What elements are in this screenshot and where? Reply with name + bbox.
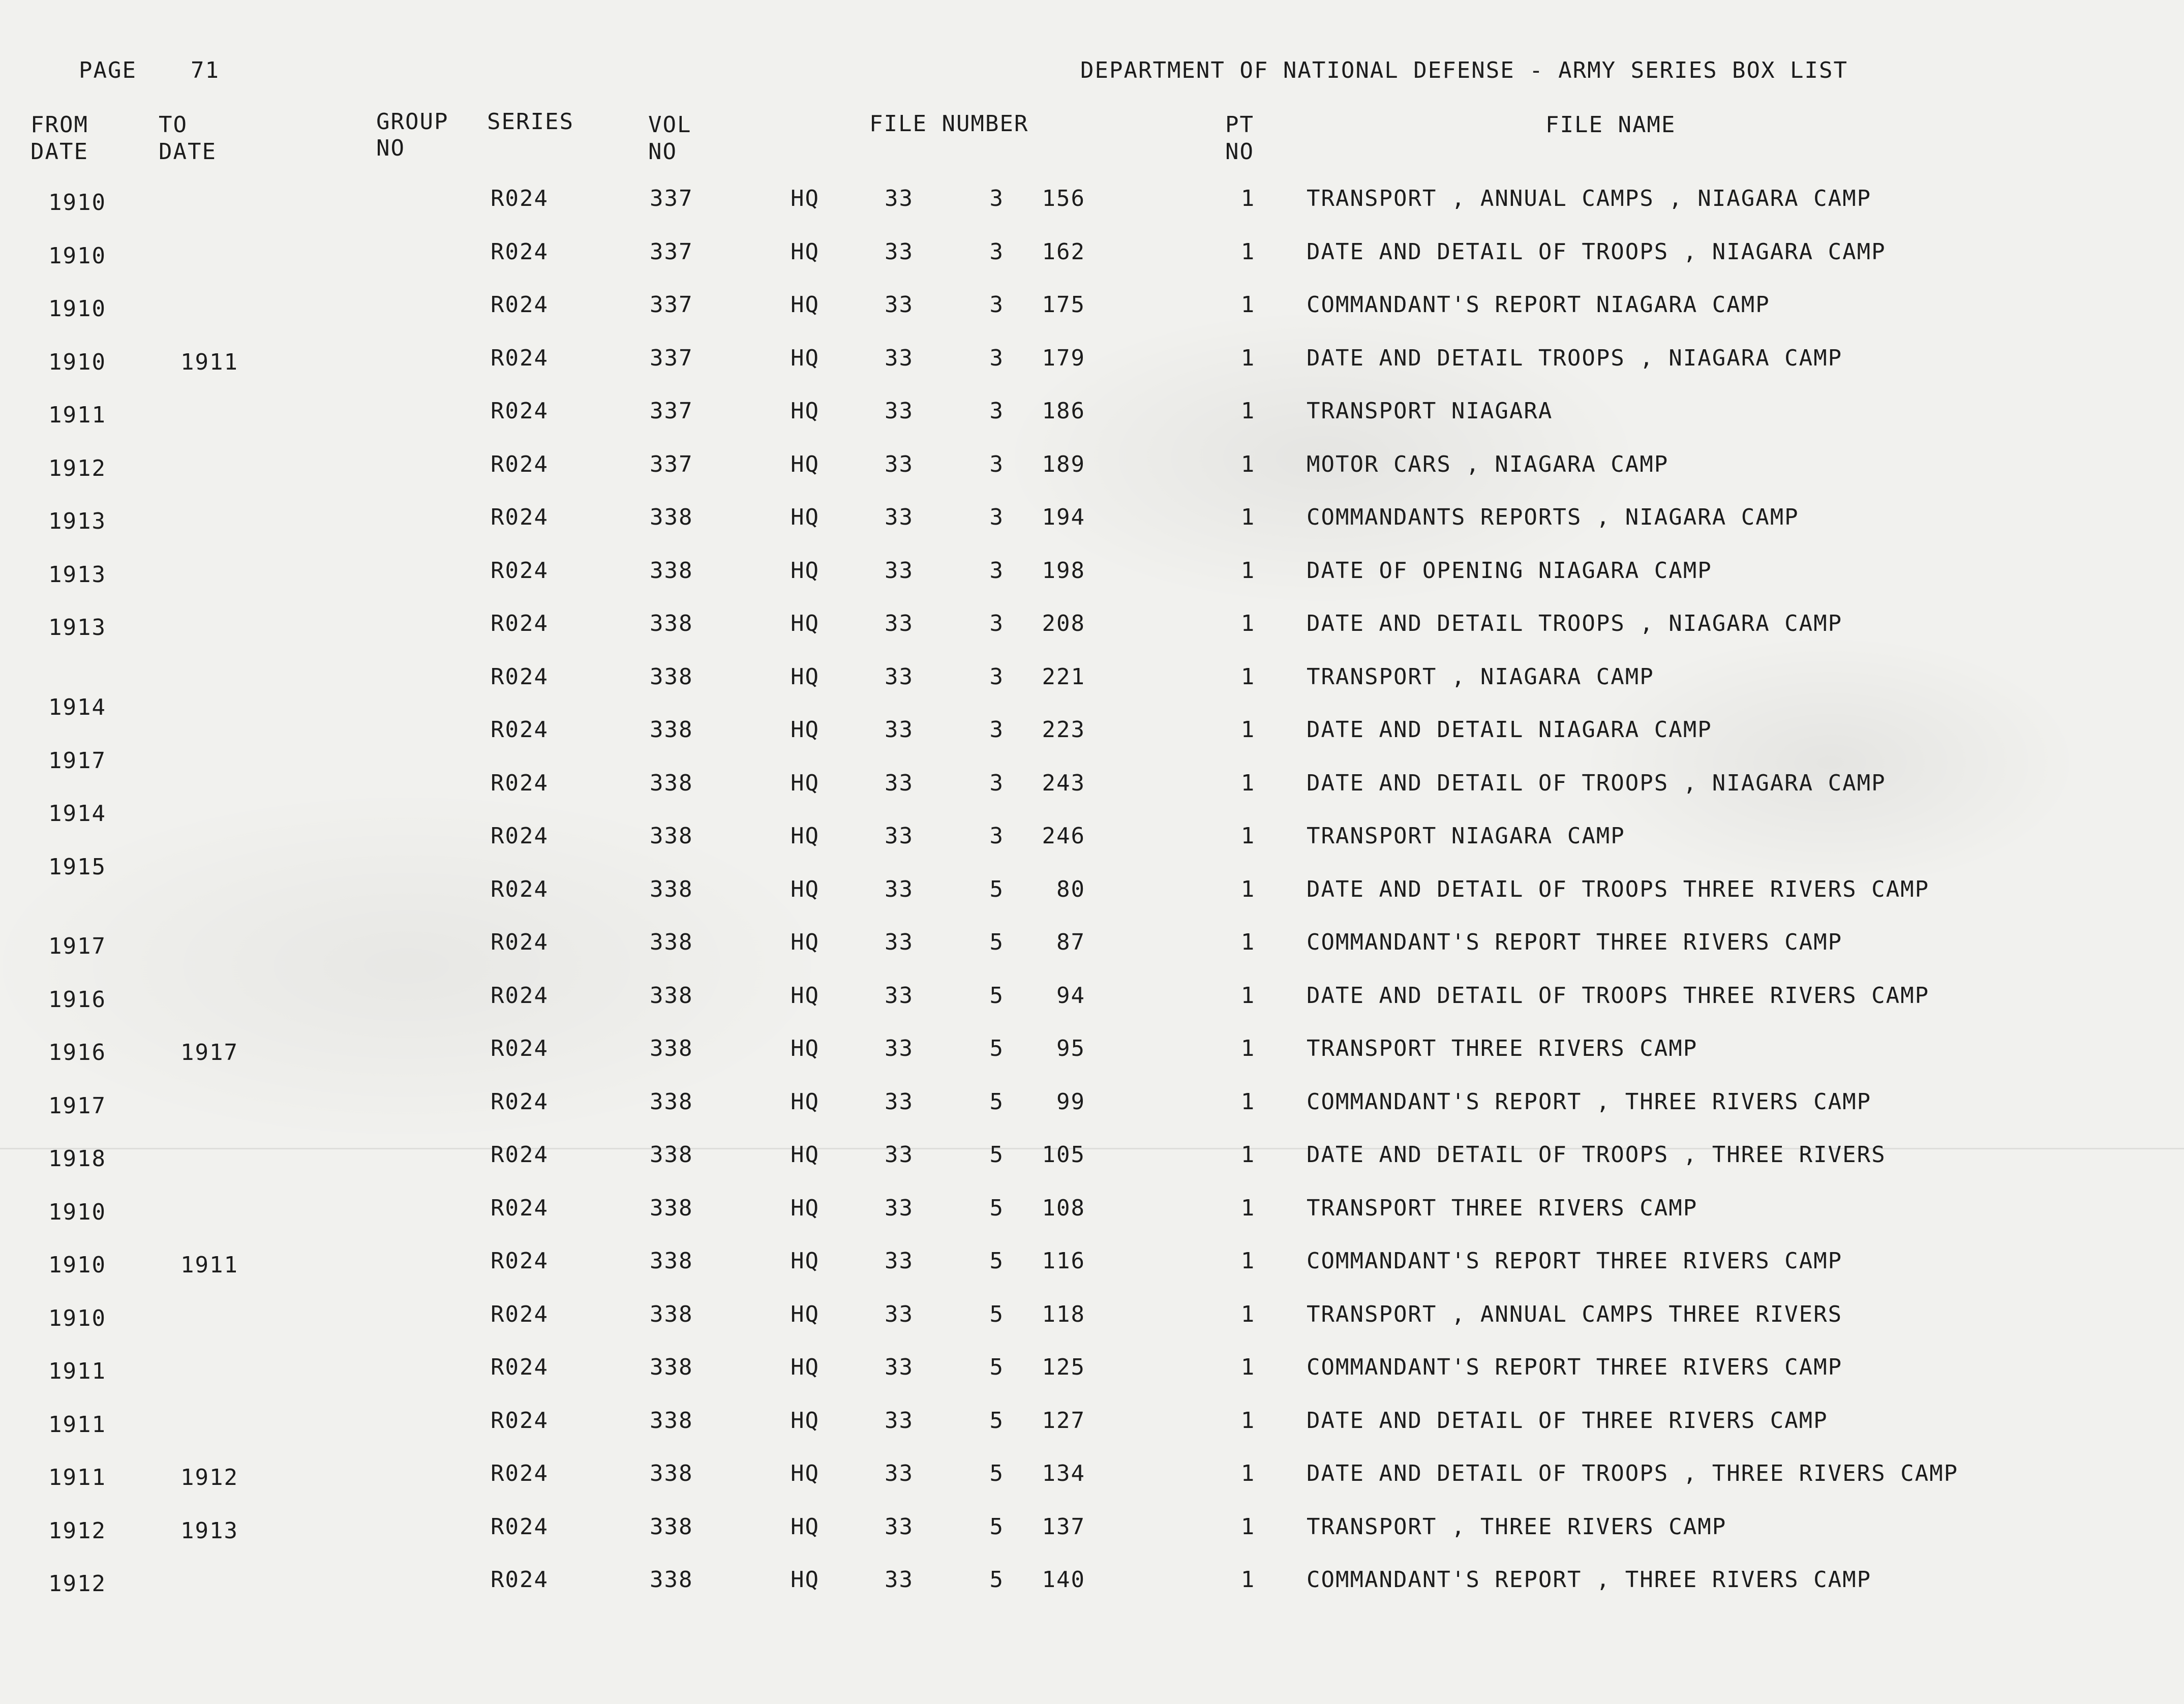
page-label: PAGE	[79, 57, 137, 83]
file-sub-cell: 5	[989, 1301, 1004, 1327]
file-sub-cell: 3	[989, 451, 1004, 477]
vol-cell: 338	[650, 1088, 693, 1115]
from-date-cell: 1918	[48, 1146, 106, 1172]
file-num-cell: 179	[1042, 345, 1085, 371]
vol-cell: 338	[650, 876, 693, 902]
series-cell: R024	[491, 1195, 549, 1221]
file-name-cell: DATE OF OPENING NIAGARA CAMP	[1307, 557, 1712, 584]
file-sub-cell: 5	[989, 1248, 1004, 1274]
series-cell: R024	[491, 663, 549, 690]
vol-cell: 338	[650, 1354, 693, 1380]
pt-no-cell: 1	[1240, 770, 1256, 796]
file-prefix-cell: HQ	[791, 398, 820, 424]
file-sub-cell: 3	[989, 292, 1004, 318]
pt-no-cell: 1	[1240, 1301, 1256, 1327]
series-cell: R024	[491, 929, 549, 955]
file-num-cell: 137	[1042, 1513, 1085, 1540]
file-sub-cell: 3	[989, 663, 1004, 690]
series-cell: R024	[491, 770, 549, 796]
vol-cell: 338	[650, 1248, 693, 1274]
from-date-cell: 1910	[48, 1252, 106, 1278]
col-header-pt-no-line2: NO	[1225, 139, 1254, 165]
series-cell: R024	[491, 557, 549, 584]
series-cell: R024	[491, 504, 549, 530]
series-cell: R024	[491, 186, 549, 211]
to-date-cell: 1911	[180, 349, 238, 375]
file-prefix-cell: HQ	[791, 1460, 820, 1486]
pt-no-cell: 1	[1240, 345, 1256, 371]
col-header-from-date-line2: DATE	[31, 139, 88, 165]
file-group-cell: 33	[885, 1088, 914, 1115]
from-date-cell: 1911	[48, 1465, 106, 1490]
from-date-cell: 1911	[48, 402, 106, 428]
file-group-cell: 33	[885, 186, 914, 211]
file-group-cell: 33	[885, 345, 914, 371]
file-sub-cell: 3	[989, 717, 1004, 743]
file-num-cell: 243	[1042, 770, 1085, 796]
vol-cell: 338	[650, 982, 693, 1009]
vol-cell: 337	[650, 398, 693, 424]
pt-no-cell: 1	[1240, 1354, 1256, 1380]
pt-no-cell: 1	[1240, 292, 1256, 318]
file-group-cell: 33	[885, 982, 914, 1009]
from-date-cell: 1910	[48, 1199, 106, 1225]
vol-cell: 337	[650, 186, 693, 211]
file-sub-cell: 3	[989, 186, 1004, 211]
file-name-cell: TRANSPORT NIAGARA CAMP	[1307, 823, 1625, 849]
file-sub-cell: 3	[989, 770, 1004, 796]
from-date-cell: 1910	[48, 1305, 106, 1331]
file-num-cell: 175	[1042, 292, 1085, 318]
series-cell: R024	[491, 238, 549, 265]
from-date-cell: 1917	[48, 933, 106, 959]
from-date-cell: 1917	[48, 747, 106, 774]
pt-no-cell: 1	[1240, 1407, 1256, 1434]
from-date-cell: 1911	[48, 1358, 106, 1384]
file-name-cell: DATE AND DETAIL TROOPS , NIAGARA CAMP	[1307, 611, 1843, 636]
file-prefix-cell: HQ	[791, 504, 820, 530]
file-group-cell: 33	[885, 1195, 914, 1221]
vol-cell: 338	[650, 557, 693, 584]
file-name-cell: COMMANDANT'S REPORT THREE RIVERS CAMP	[1307, 929, 1843, 955]
pt-no-cell: 1	[1240, 929, 1256, 955]
col-header-vol-no-line2: NO	[648, 139, 677, 165]
from-date-cell: 1912	[48, 455, 106, 481]
col-header-file-name: FILE NAME	[1545, 112, 1676, 138]
file-num-cell: 80	[1056, 876, 1085, 902]
file-name-cell: DATE AND DETAIL OF TROOPS , NIAGARA CAMP	[1307, 770, 1886, 796]
file-name-cell: COMMANDANT'S REPORT , THREE RIVERS CAMP	[1307, 1567, 1872, 1593]
pt-no-cell: 1	[1240, 876, 1256, 902]
file-name-cell: COMMANDANT'S REPORT THREE RIVERS CAMP	[1307, 1248, 1843, 1274]
file-num-cell: 186	[1042, 398, 1085, 424]
file-num-cell: 99	[1056, 1088, 1085, 1115]
file-name-cell: TRANSPORT THREE RIVERS CAMP	[1307, 1036, 1698, 1061]
file-name-cell: TRANSPORT THREE RIVERS CAMP	[1307, 1195, 1698, 1221]
file-prefix-cell: HQ	[791, 1567, 820, 1593]
file-name-cell: DATE AND DETAIL OF THREE RIVERS CAMP	[1307, 1407, 1828, 1434]
vol-cell: 338	[650, 1142, 693, 1168]
file-prefix-cell: HQ	[791, 345, 820, 371]
series-cell: R024	[491, 1407, 549, 1434]
file-name-cell: TRANSPORT , ANNUAL CAMPS THREE RIVERS	[1307, 1301, 1843, 1327]
file-group-cell: 33	[885, 717, 914, 743]
file-group-cell: 33	[885, 1460, 914, 1486]
vol-cell: 338	[650, 663, 693, 690]
vol-cell: 338	[650, 1195, 693, 1221]
file-prefix-cell: HQ	[791, 611, 820, 636]
vol-cell: 338	[650, 504, 693, 530]
file-group-cell: 33	[885, 1301, 914, 1327]
from-date-cell: 1913	[48, 508, 106, 534]
file-sub-cell: 3	[989, 557, 1004, 584]
file-num-cell: 125	[1042, 1354, 1085, 1380]
series-cell: R024	[491, 823, 549, 849]
pt-no-cell: 1	[1240, 1088, 1256, 1115]
series-cell: R024	[491, 1088, 549, 1115]
file-num-cell: 105	[1042, 1142, 1085, 1168]
file-group-cell: 33	[885, 398, 914, 424]
pt-no-cell: 1	[1240, 1036, 1256, 1061]
series-cell: R024	[491, 1513, 549, 1540]
file-sub-cell: 5	[989, 1142, 1004, 1168]
vol-cell: 338	[650, 770, 693, 796]
file-name-cell: DATE AND DETAIL OF TROOPS THREE RIVERS CAMP	[1307, 876, 1930, 902]
col-header-file-number: FILE NUMBER	[869, 111, 1029, 137]
series-cell: R024	[491, 345, 549, 371]
file-name-cell: COMMANDANT'S REPORT NIAGARA CAMP	[1307, 292, 1770, 318]
from-date-cell: 1910	[48, 296, 106, 322]
from-date-cell: 1913	[48, 561, 106, 588]
series-cell: R024	[491, 1567, 549, 1593]
file-prefix-cell: HQ	[791, 186, 820, 211]
from-date-cell: 1911	[48, 1411, 106, 1438]
pt-no-cell: 1	[1240, 1513, 1256, 1540]
from-date-cell: 1910	[48, 349, 106, 375]
pt-no-cell: 1	[1240, 717, 1256, 743]
series-cell: R024	[491, 1354, 549, 1380]
series-cell: R024	[491, 717, 549, 743]
file-prefix-cell: HQ	[791, 557, 820, 584]
pt-no-cell: 1	[1240, 982, 1256, 1009]
file-name-cell: DATE AND DETAIL OF TROOPS , THREE RIVERS	[1307, 1142, 1886, 1168]
from-date-cell: 1912	[48, 1517, 106, 1544]
file-name-cell: TRANSPORT , NIAGARA CAMP	[1307, 663, 1654, 690]
file-sub-cell: 5	[989, 1567, 1004, 1593]
col-header-to-date-line1: TO	[159, 112, 188, 138]
pt-no-cell: 1	[1240, 398, 1256, 424]
from-date-cell: 1916	[48, 1040, 106, 1066]
series-cell: R024	[491, 398, 549, 424]
file-num-cell: 108	[1042, 1195, 1085, 1221]
series-cell: R024	[491, 1036, 549, 1061]
file-group-cell: 33	[885, 823, 914, 849]
pt-no-cell: 1	[1240, 557, 1256, 584]
file-group-cell: 33	[885, 1513, 914, 1540]
file-name-cell: DATE AND DETAIL OF TROOPS , NIAGARA CAMP	[1307, 238, 1886, 265]
file-num-cell: 223	[1042, 717, 1085, 743]
pt-no-cell: 1	[1240, 611, 1256, 636]
col-header-series: SERIES	[487, 109, 574, 135]
vol-cell: 337	[650, 345, 693, 371]
file-num-cell: 140	[1042, 1567, 1085, 1593]
file-sub-cell: 3	[989, 504, 1004, 530]
file-num-cell: 198	[1042, 557, 1085, 584]
col-header-to-date-line2: DATE	[159, 139, 217, 165]
to-date-cell: 1917	[180, 1040, 238, 1066]
to-date-cell: 1911	[180, 1252, 238, 1278]
file-name-cell: DATE AND DETAIL OF TROOPS , THREE RIVERS CAMP	[1307, 1460, 1959, 1486]
pt-no-cell: 1	[1240, 238, 1256, 265]
series-cell: R024	[491, 982, 549, 1009]
file-group-cell: 33	[885, 663, 914, 690]
file-num-cell: 208	[1042, 611, 1085, 636]
file-prefix-cell: HQ	[791, 982, 820, 1009]
file-group-cell: 33	[885, 292, 914, 318]
vol-cell: 338	[650, 823, 693, 849]
file-sub-cell: 3	[989, 611, 1004, 636]
file-num-cell: 95	[1056, 1036, 1085, 1061]
file-num-cell: 221	[1042, 663, 1085, 690]
file-prefix-cell: HQ	[791, 1142, 820, 1168]
file-num-cell: 127	[1042, 1407, 1085, 1434]
file-sub-cell: 5	[989, 876, 1004, 902]
file-name-cell: COMMANDANTS REPORTS , NIAGARA CAMP	[1307, 504, 1799, 530]
file-num-cell: 156	[1042, 186, 1085, 211]
file-prefix-cell: HQ	[791, 823, 820, 849]
series-cell: R024	[491, 876, 549, 902]
pt-no-cell: 1	[1240, 1460, 1256, 1486]
file-prefix-cell: HQ	[791, 1036, 820, 1061]
to-date-cell: 1912	[180, 1465, 238, 1490]
page-number: 71	[191, 57, 220, 83]
file-group-cell: 33	[885, 611, 914, 636]
vol-cell: 338	[650, 1567, 693, 1593]
col-header-pt-no-line1: PT	[1225, 112, 1254, 138]
file-group-cell: 33	[885, 1142, 914, 1168]
series-cell: R024	[491, 1301, 549, 1327]
file-prefix-cell: HQ	[791, 1354, 820, 1380]
file-name-cell: DATE AND DETAIL TROOPS , NIAGARA CAMP	[1307, 345, 1843, 371]
file-sub-cell: 3	[989, 398, 1004, 424]
file-prefix-cell: HQ	[791, 770, 820, 796]
file-group-cell: 33	[885, 238, 914, 265]
file-prefix-cell: HQ	[791, 1407, 820, 1434]
file-sub-cell: 5	[989, 1354, 1004, 1380]
file-sub-cell: 5	[989, 1513, 1004, 1540]
file-num-cell: 118	[1042, 1301, 1085, 1327]
file-name-cell: TRANSPORT , THREE RIVERS CAMP	[1307, 1513, 1727, 1540]
file-prefix-cell: HQ	[791, 1088, 820, 1115]
file-prefix-cell: HQ	[791, 238, 820, 265]
series-cell: R024	[491, 1142, 549, 1168]
series-cell: R024	[491, 292, 549, 318]
col-header-group-no-line1: GROUP	[376, 109, 449, 135]
vol-cell: 338	[650, 1036, 693, 1061]
file-prefix-cell: HQ	[791, 1195, 820, 1221]
from-date-cell: 1916	[48, 986, 106, 1013]
vol-cell: 337	[650, 451, 693, 477]
file-group-cell: 33	[885, 504, 914, 530]
file-num-cell: 189	[1042, 451, 1085, 477]
from-date-cell: 1915	[48, 854, 106, 880]
file-num-cell: 246	[1042, 823, 1085, 849]
file-name-cell: TRANSPORT NIAGARA	[1307, 398, 1553, 424]
pt-no-cell: 1	[1240, 504, 1256, 530]
file-name-cell: DATE AND DETAIL NIAGARA CAMP	[1307, 717, 1712, 743]
from-date-cell: 1910	[48, 242, 106, 269]
vol-cell: 338	[650, 1513, 693, 1540]
from-date-cell: 1913	[48, 615, 106, 641]
from-date-cell: 1914	[48, 694, 106, 720]
file-num-cell: 94	[1056, 982, 1085, 1009]
file-name-cell: TRANSPORT , ANNUAL CAMPS , NIAGARA CAMP	[1307, 186, 1872, 211]
file-group-cell: 33	[885, 557, 914, 584]
pt-no-cell: 1	[1240, 186, 1256, 211]
pt-no-cell: 1	[1240, 1142, 1256, 1168]
file-prefix-cell: HQ	[791, 876, 820, 902]
vol-cell: 338	[650, 611, 693, 636]
file-name-cell: COMMANDANT'S REPORT , THREE RIVERS CAMP	[1307, 1088, 1872, 1115]
file-name-cell: DATE AND DETAIL OF TROOPS THREE RIVERS CAMP	[1307, 982, 1930, 1009]
file-sub-cell: 3	[989, 823, 1004, 849]
file-prefix-cell: HQ	[791, 717, 820, 743]
series-cell: R024	[491, 611, 549, 636]
col-header-group-no-line2: NO	[376, 135, 405, 161]
pt-no-cell: 1	[1240, 663, 1256, 690]
pt-no-cell: 1	[1240, 1195, 1256, 1221]
vol-cell: 338	[650, 717, 693, 743]
vol-cell: 338	[650, 1460, 693, 1486]
from-date-cell: 1917	[48, 1092, 106, 1119]
series-cell: R024	[491, 451, 549, 477]
from-date-cell: 1912	[48, 1571, 106, 1597]
file-sub-cell: 5	[989, 1088, 1004, 1115]
file-sub-cell: 5	[989, 1407, 1004, 1434]
vol-cell: 337	[650, 238, 693, 265]
file-sub-cell: 3	[989, 345, 1004, 371]
file-prefix-cell: HQ	[791, 1248, 820, 1274]
file-group-cell: 33	[885, 876, 914, 902]
pt-no-cell: 1	[1240, 823, 1256, 849]
file-group-cell: 33	[885, 770, 914, 796]
vol-cell: 338	[650, 929, 693, 955]
vol-cell: 338	[650, 1301, 693, 1327]
file-num-cell: 87	[1056, 929, 1085, 955]
to-date-cell: 1913	[180, 1517, 238, 1544]
file-num-cell: 134	[1042, 1460, 1085, 1486]
file-prefix-cell: HQ	[791, 663, 820, 690]
pt-no-cell: 1	[1240, 1248, 1256, 1274]
col-header-from-date-line1: FROM	[31, 112, 88, 138]
from-date-cell: 1910	[48, 190, 106, 216]
file-prefix-cell: HQ	[791, 451, 820, 477]
file-prefix-cell: HQ	[791, 292, 820, 318]
file-group-cell: 33	[885, 1567, 914, 1593]
file-sub-cell: 5	[989, 1460, 1004, 1486]
file-name-cell: COMMANDANT'S REPORT THREE RIVERS CAMP	[1307, 1354, 1843, 1380]
file-num-cell: 162	[1042, 238, 1085, 265]
file-group-cell: 33	[885, 1354, 914, 1380]
pt-no-cell: 1	[1240, 1567, 1256, 1593]
page-title: DEPARTMENT OF NATIONAL DEFENSE - ARMY SERIES BOX LIST	[1080, 57, 1848, 83]
file-sub-cell: 3	[989, 238, 1004, 265]
file-num-cell: 116	[1042, 1248, 1085, 1274]
file-name-cell: MOTOR CARS , NIAGARA CAMP	[1307, 451, 1669, 477]
pt-no-cell: 1	[1240, 451, 1256, 477]
file-group-cell: 33	[885, 1248, 914, 1274]
file-prefix-cell: HQ	[791, 1513, 820, 1540]
file-group-cell: 33	[885, 451, 914, 477]
file-sub-cell: 5	[989, 1036, 1004, 1061]
file-prefix-cell: HQ	[791, 1301, 820, 1327]
file-group-cell: 33	[885, 929, 914, 955]
vol-cell: 338	[650, 1407, 693, 1434]
series-cell: R024	[491, 1460, 549, 1486]
col-header-vol-no-line1: VOL	[648, 112, 692, 138]
vol-cell: 337	[650, 292, 693, 318]
series-cell: R024	[491, 1248, 549, 1274]
file-sub-cell: 5	[989, 982, 1004, 1009]
file-sub-cell: 5	[989, 1195, 1004, 1221]
file-group-cell: 33	[885, 1407, 914, 1434]
from-date-cell: 1914	[48, 801, 106, 827]
file-prefix-cell: HQ	[791, 929, 820, 955]
file-group-cell: 33	[885, 1036, 914, 1061]
file-num-cell: 194	[1042, 504, 1085, 530]
file-sub-cell: 5	[989, 929, 1004, 955]
